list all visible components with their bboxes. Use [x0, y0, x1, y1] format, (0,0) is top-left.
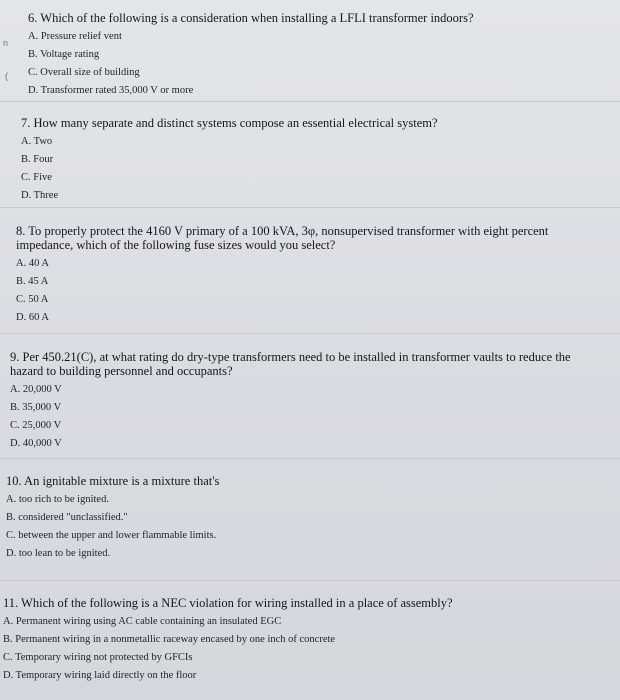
answer-option-d[interactable]: D. Three	[21, 190, 59, 201]
answer-option-c[interactable]: C. between the upper and lower flammable limits.	[6, 530, 217, 541]
divider	[0, 101, 620, 102]
question-11	[3, 596, 613, 687]
answer-option-a[interactable]: A. too rich to be ignited.	[6, 494, 109, 505]
answer-option-a[interactable]: A. 20,000 V	[10, 384, 62, 395]
answer-option-a[interactable]: A. Two	[21, 136, 53, 147]
answer-option-a[interactable]: A. Pressure relief vent	[28, 31, 122, 42]
divider	[0, 207, 620, 208]
question-text: 8. To properly protect the 4160 V primary of a 100 kVA, 3φ, nonsupervised transformer with eight percent impedance, which of the following fuse sizes would you select?	[16, 224, 549, 252]
question-10	[6, 474, 596, 565]
question-8	[16, 224, 594, 329]
answer-option-c[interactable]: C. Temporary wiring not protected by GFCIs	[3, 652, 193, 663]
question-text: 7. How many separate and distinct systems compose an essential electrical system?	[21, 116, 438, 130]
question-text: 9. Per 450.21(C), at what rating do dry-type transformers need to be installed in transformer vaults to reduce the hazard to building personnel and occupants?	[10, 350, 571, 378]
answer-option-b[interactable]: B. considered "unclassified."	[6, 512, 128, 523]
question-9	[10, 350, 576, 455]
answer-option-b[interactable]: B. 45 A	[16, 276, 49, 287]
divider	[0, 580, 620, 581]
question-text: 6. Which of the following is a consideration when installing a LFLI transformer indoors?	[28, 11, 474, 25]
answer-option-d[interactable]: D. Transformer rated 35,000 V or more	[28, 85, 194, 96]
answer-option-d[interactable]: D. Temporary wiring laid directly on the floor	[3, 670, 197, 681]
answer-option-b[interactable]: B. Permanent wiring in a nonmetallic raceway encased by one inch of concrete	[3, 634, 336, 645]
answer-option-c[interactable]: C. Overall size of building	[28, 67, 140, 78]
margin-mark: (	[5, 71, 8, 81]
question-text: 10. An ignitable mixture is a mixture that's	[6, 474, 220, 488]
margin-mark: n	[3, 38, 9, 48]
question-text: 11. Which of the following is a NEC violation for wiring installed in a place of assembly?	[3, 596, 453, 610]
answer-option-d[interactable]: D. too lean to be ignited.	[6, 548, 111, 559]
question-6	[28, 11, 608, 102]
answer-option-d[interactable]: D. 60 A	[16, 312, 49, 323]
divider	[0, 458, 620, 459]
divider	[0, 333, 620, 334]
answer-option-d[interactable]: D. 40,000 V	[10, 438, 62, 449]
answer-option-b[interactable]: B. 35,000 V	[10, 402, 62, 413]
answer-option-c[interactable]: C. Five	[21, 172, 52, 183]
answer-option-c[interactable]: C. 25,000 V	[10, 420, 62, 431]
answer-option-b[interactable]: B. Four	[21, 154, 54, 165]
answer-option-a[interactable]: A. Permanent wiring using AC cable containing an insulated EGC	[3, 616, 282, 627]
answer-option-c[interactable]: C. 50 A	[16, 294, 49, 305]
answer-option-b[interactable]: B. Voltage rating	[28, 49, 100, 60]
question-7	[21, 116, 606, 207]
answer-option-a[interactable]: A. 40 A	[16, 258, 49, 269]
